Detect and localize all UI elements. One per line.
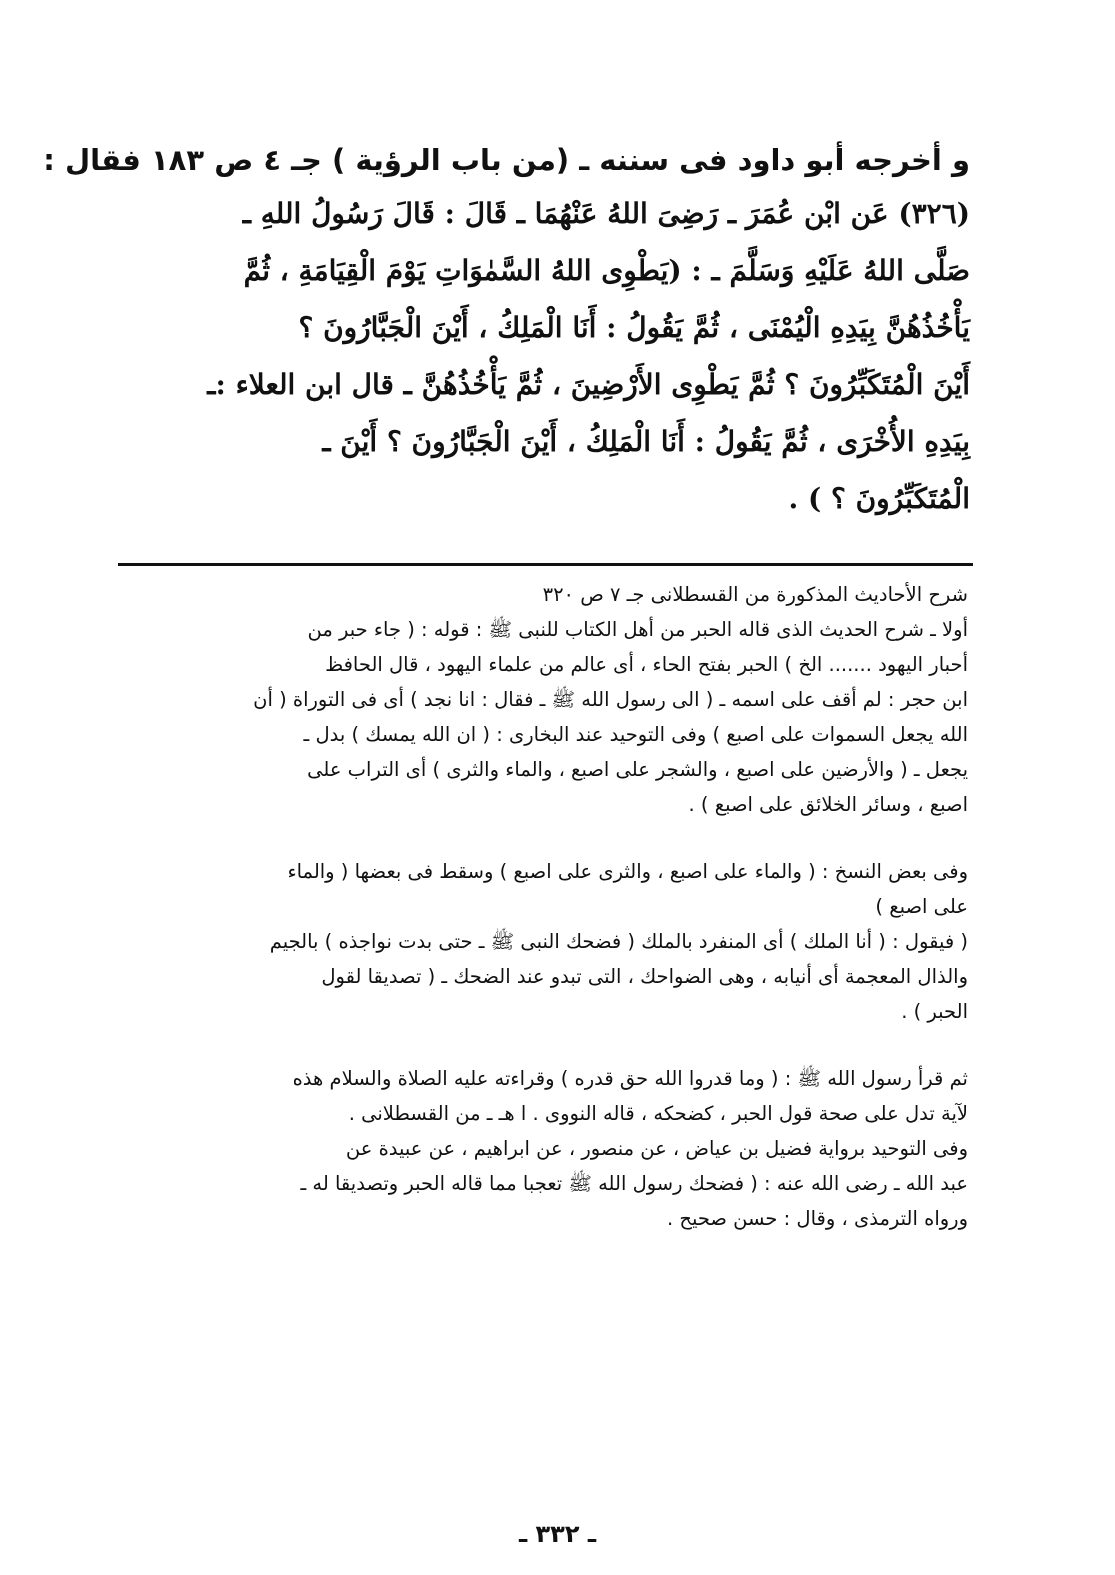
- commentary-line: يجعل ـ ( والأرضين على اصبع ، والشجر على اصبع ، والماء والثرى ) أى التراب على: [307, 758, 968, 781]
- commentary-line: على اصبع ): [875, 895, 968, 918]
- hadith-line: أَيْنَ الْمُتَكَبِّرُونَ ؟ ثُمَّ يَطْوِى الأَرْضِينَ ، ثُمَّ يَأْخُذُهُنَّ ـ قال ابن العلاء :ـ: [207, 368, 970, 401]
- commentary-line: ابن حجر : لم أقف على اسمه ـ ( الى رسول الله ﷺ ـ فقال : انا نجد ) أى فى التوراة ( أن: [253, 688, 968, 711]
- commentary-line: والذال المعجمة أى أنيابه ، وهى الضواحك ، التى تبدو عند الضحك ـ ( تصديقا لقول: [321, 965, 968, 988]
- commentary-line: عبد الله ـ رضى الله عنه : ( فضحك رسول الله ﷺ تعجبا مما قاله الحبر وتصديقا له ـ: [300, 1172, 968, 1195]
- source-intro-line: و أخرجه أبو داود فى سننه ـ (من باب الرؤية ) جـ ٤ ص ١٨٣ فقال :: [43, 143, 970, 177]
- commentary-line: الحبر ) .: [901, 1000, 968, 1023]
- main-text-block: [43, 135, 970, 527]
- commentary-line: ( فيقول : ( أنا الملك ) أى المنفرد بالملك ( فضحك النبى ﷺ ـ حتى بدت نواجذه ) بالجيم: [269, 930, 968, 953]
- commentary-line: وفى التوحيد برواية فضيل بن عياض ، عن منصور ، عن ابراهيم ، عن عبيدة عن: [345, 1137, 968, 1160]
- commentary-line: لآية تدل على صحة قول الحبر ، كضحكه ، قاله النووى . ا هـ ـ من القسطلانى .: [348, 1102, 968, 1125]
- paragraph-gap: [108, 1029, 968, 1061]
- commentary-line: الله يجعل السموات على اصبع ) وفى التوحيد عند البخارى : ( ان الله يمسك ) بدل ـ: [303, 723, 968, 746]
- hadith-line: (٣٢٦) عَن ابْن عُمَرَ ـ رَضِىَ اللهُ عَنْهُمَا ـ قَالَ : قَالَ رَسُولُ اللهِ ـ: [242, 197, 970, 230]
- section-divider: [118, 563, 973, 566]
- page-number: ـ ٣٣٢ ـ: [518, 1520, 597, 1548]
- commentary-heading: شرح الأحاديث المذكورة من القسطلانى جـ ٧ ص ٣٢٠: [542, 583, 968, 606]
- hadith-line: صَلَّى اللهُ عَلَيْهِ وَسَلَّمَ ـ : (يَطْوِى اللهُ السَّمٰوَاتِ يَوْمَ الْقِيَامَةِ ، ثُمَّ: [243, 254, 970, 287]
- commentary-line: أولا ـ شرح الحديث الذى قاله الحبر من أهل الكتاب للنبى ﷺ : قوله : ( جاء حبر من: [307, 618, 968, 641]
- commentary-block: [108, 577, 968, 1236]
- commentary-line: أحبار اليهود ....... الخ ) الحبر بفتح الحاء ، أى عالم من علماء اليهود ، قال الحافظ: [325, 653, 968, 676]
- hadith-line: الْمُتَكَبِّرُونَ ؟ ) .: [788, 482, 970, 515]
- commentary-line: ثم قرأ رسول الله ﷺ : ( وما قدروا الله حق قدره ) وقراءته عليه الصلاة والسلام هذه: [292, 1067, 968, 1090]
- hadith-line: بِيَدِهِ الأُخْرَى ، ثُمَّ يَقُولُ : أَنَا الْمَلِكُ ، أَيْنَ الْجَبَّارُونَ ؟ أَيْنَ ـ: [322, 425, 970, 458]
- hadith-line: يَأْخُذُهُنَّ بِيَدِهِ الْيُمْنَى ، ثُمَّ يَقُولُ : أَنَا الْمَلِكُ ، أَيْنَ الْجَبَّارُونَ ؟: [298, 311, 970, 344]
- paragraph-gap: [108, 822, 968, 854]
- commentary-line: ورواه الترمذى ، وقال : حسن صحيح .: [666, 1207, 968, 1230]
- commentary-line: وفى بعض النسخ : ( والماء على اصبع ، والثرى على اصبع ) وسقط فى بعضها ( والماء: [287, 860, 968, 883]
- commentary-line: اصبع ، وسائر الخلائق على اصبع ) .: [688, 793, 968, 816]
